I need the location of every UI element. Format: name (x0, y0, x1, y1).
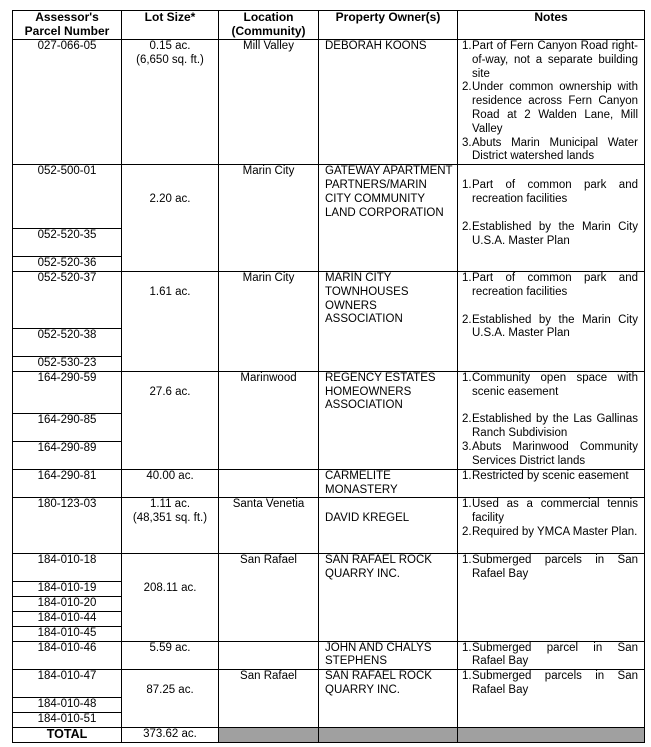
location (219, 469, 319, 498)
total-empty-cell (319, 727, 458, 742)
lot-size: 1.61 ac. (122, 271, 219, 371)
property-owner: SAN RAFAEL ROCK QUARRY INC. (319, 554, 458, 641)
total-label: TOTAL (13, 727, 122, 742)
property-owner: MARIN CITY TOWNHOUSES OWNERS ASSOCIATION (319, 271, 458, 371)
parcel-number: 184-010-44 (13, 611, 122, 626)
notes (458, 165, 645, 272)
note-item: 1. Restricted by scenic easement (462, 469, 629, 482)
parcel-number: 052-520-36 (13, 257, 122, 272)
parcel-number: 164-290-59 (13, 371, 122, 413)
parcel-number: 184-010-51 (13, 712, 122, 727)
lot-size (122, 498, 219, 554)
header-notes: Notes (458, 11, 645, 40)
note-item: 1. Part of common park and recreation facilities (462, 271, 638, 298)
location: Marinwood (219, 371, 319, 469)
note-item: 1. Submerged parcels in San Rafael Bay (462, 554, 638, 581)
table-row (13, 165, 645, 229)
note-item: 2. Under common ownership with residence across Fern Canyon Road at 2 Walden Lane, Mill Valley (462, 81, 638, 135)
lot-size-acres: 1.11 ac. (149, 498, 191, 511)
parcel-number: 052-520-37 (13, 271, 122, 328)
parcel-table (12, 10, 645, 743)
lot-size-sqft: (6,650 sq. ft.) (136, 53, 204, 66)
lot-size: 87.25 ac. (122, 670, 219, 728)
header-location: Location (Community) (219, 11, 319, 40)
notes (458, 40, 645, 165)
parcel-number: 164-290-89 (13, 441, 122, 469)
location (219, 641, 319, 670)
property-owner: SAN RAFAEL ROCK QUARRY INC. (319, 670, 458, 728)
notes (458, 498, 645, 554)
lot-size: 27.6 ac. (122, 371, 219, 469)
header-row (13, 11, 645, 40)
table-row (13, 271, 645, 328)
property-owner: DEBORAH KOONS (319, 40, 458, 165)
header-parcel-number: Assessor's Parcel Number (13, 11, 122, 40)
parcel-number: 184-010-45 (13, 626, 122, 641)
note-item: 3. Abuts Marinwood Community Services District lands (462, 440, 638, 467)
parcel-number: 184-010-48 (13, 698, 122, 713)
total-row (13, 727, 645, 742)
parcel-number: 180-123-03 (13, 498, 122, 554)
location: San Rafael (219, 554, 319, 641)
lot-size (122, 40, 219, 165)
property-owner: GATEWAY APARTMENT PARTNERS/MARIN CITY COMMUNITY LAND CORPORATION (319, 165, 458, 272)
lot-size-acres: 0.15 ac. (149, 40, 191, 52)
table-row (13, 469, 645, 498)
notes (458, 554, 645, 641)
property-owner: CARMELITE MONASTERY (319, 469, 458, 498)
notes (458, 670, 645, 728)
lot-size: 208.11 ac. (122, 554, 219, 641)
parcel-number: 052-520-38 (13, 328, 122, 356)
location: Santa Venetia (219, 498, 319, 554)
parcel-number: 164-290-81 (13, 469, 122, 498)
location: Marin City (219, 165, 319, 272)
note-item: 2. Established by the Las Gallinas Ranch Subdivision (462, 413, 638, 440)
notes (458, 271, 645, 371)
parcel-number: 052-530-23 (13, 356, 122, 371)
parcel-number: 027-066-05 (13, 40, 122, 165)
table-row (13, 670, 645, 698)
note-item: 2. Established by the Marin City U.S.A. Master Plan (462, 313, 638, 340)
header-lot-size: Lot Size* (122, 11, 219, 40)
note-item: 1. Part of Fern Canyon Road right-of-way, not a separate building site (462, 40, 638, 80)
table-row (13, 498, 645, 554)
notes (458, 371, 645, 469)
table-row (13, 40, 645, 165)
property-owner: REGENCY ESTATES HOMEOWNERS ASSOCIATION (319, 371, 458, 469)
property-owner: DAVID KREGEL (319, 498, 458, 554)
lot-size: 5.59 ac. (122, 641, 219, 670)
parcel-number: 184-010-18 (13, 554, 122, 582)
parcel-number: 184-010-47 (13, 670, 122, 698)
note-item: 1. Part of common park and recreation facilities (462, 179, 638, 205)
parcel-number: 184-010-19 (13, 582, 122, 597)
total-empty-cell (458, 727, 645, 742)
total-lot-size: 373.62 ac. (122, 727, 219, 742)
parcel-number: 184-010-20 (13, 597, 122, 612)
total-empty-cell (219, 727, 319, 742)
table-row (13, 554, 645, 582)
header-owner: Property Owner(s) (319, 11, 458, 40)
note-item: 1. Submerged parcels in San Rafael Bay (462, 670, 638, 696)
note-item: 1. Community open space with scenic easement (462, 371, 638, 398)
note-item: 3. Abuts Marin Municipal Water District watershed lands (462, 136, 638, 163)
parcel-number: 164-290-85 (13, 413, 122, 441)
location: Marin City (219, 271, 319, 371)
location: Mill Valley (219, 40, 319, 165)
note-item: 2. Required by YMCA Master Plan. (462, 525, 638, 538)
parcel-number: 184-010-46 (13, 641, 122, 670)
notes (458, 641, 645, 670)
table-row (13, 641, 645, 670)
table-row (13, 371, 645, 413)
note-item: 1. Submerged parcel in San Rafael Bay (462, 641, 638, 668)
lot-size: 2.20 ac. (122, 165, 219, 272)
note-item: 2. Established by the Marin City U.S.A. Master Plan (462, 220, 638, 247)
parcel-number: 052-500-01 (13, 165, 122, 229)
parcel-number: 052-520-35 (13, 229, 122, 257)
lot-size: 40.00 ac. (122, 469, 219, 498)
notes (458, 469, 645, 498)
location: San Rafael (219, 670, 319, 728)
lot-size-sqft: (48,351 sq. ft.) (132, 512, 208, 525)
property-owner: JOHN AND CHALYS STEPHENS (319, 641, 458, 670)
note-item: 1. Used as a commercial tennis facility (462, 498, 638, 525)
